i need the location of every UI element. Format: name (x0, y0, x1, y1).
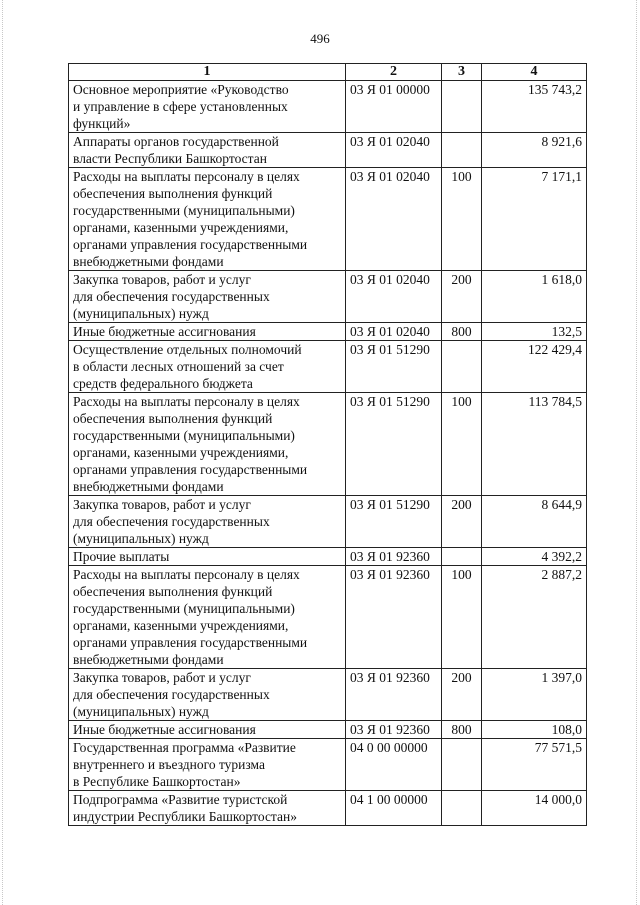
row-name-line: обеспечения выполнения функций (73, 186, 273, 201)
row-type: 200 (442, 496, 482, 548)
table-header-row (69, 64, 587, 81)
row-type (442, 341, 482, 393)
row-name-line: Расходы на выплаты персоналу в целях (73, 394, 300, 409)
row-name-line: средств федерального бюджета (73, 376, 253, 391)
row-name-line: Закупка товаров, работ и услуг (73, 670, 251, 685)
table-row (69, 341, 587, 393)
row-name (69, 393, 346, 496)
row-name-line: Иные бюджетные ассигнования (73, 722, 256, 737)
table-row (69, 669, 587, 721)
row-type (442, 791, 482, 826)
row-name-line: Расходы на выплаты персоналу в целях (73, 169, 300, 184)
row-code: 04 0 00 00000 (346, 739, 442, 791)
row-amount: 135 743,2 (482, 81, 587, 133)
row-amount: 122 429,4 (482, 341, 587, 393)
table-row (69, 323, 587, 341)
table-row (69, 791, 587, 826)
header-col-1: 1 (69, 64, 346, 81)
row-name-line: (муниципальных) нужд (73, 704, 209, 719)
row-name-line: государственными (муниципальными) (73, 601, 295, 616)
row-name-line: для обеспечения государственных (73, 289, 270, 304)
row-code: 03 Я 01 02040 (346, 323, 442, 341)
row-name (69, 271, 346, 323)
row-type (442, 81, 482, 133)
row-name-line: государственными (муниципальными) (73, 428, 295, 443)
row-amount: 1 397,0 (482, 669, 587, 721)
row-name-line: Иные бюджетные ассигнования (73, 324, 256, 339)
row-name-line: государственными (муниципальными) (73, 203, 295, 218)
row-code: 03 Я 01 02040 (346, 168, 442, 271)
row-amount: 2 887,2 (482, 566, 587, 669)
scan-edge-right (636, 0, 637, 905)
row-name (69, 496, 346, 548)
row-name-line: обеспечения выполнения функций (73, 584, 273, 599)
row-name-line: в области лесных отношений за счет (73, 359, 284, 374)
row-amount: 8 644,9 (482, 496, 587, 548)
row-name-line: Основное мероприятие «Руководство (73, 82, 289, 97)
row-amount: 8 921,6 (482, 133, 587, 168)
row-type: 200 (442, 669, 482, 721)
row-type: 200 (442, 271, 482, 323)
budget-table (68, 63, 587, 826)
header-col-4: 4 (482, 64, 587, 81)
row-name-line: органами управления государственными (73, 462, 308, 477)
row-amount: 14 000,0 (482, 791, 587, 826)
row-code: 03 Я 01 02040 (346, 133, 442, 168)
row-name (69, 669, 346, 721)
row-name-line: Осуществление отдельных полномочий (73, 342, 302, 357)
row-name-line: (муниципальных) нужд (73, 531, 209, 546)
row-name-line: Закупка товаров, работ и услуг (73, 497, 251, 512)
row-amount: 108,0 (482, 721, 587, 739)
table-row (69, 496, 587, 548)
table-row (69, 133, 587, 168)
row-code: 03 Я 01 92360 (346, 669, 442, 721)
row-amount: 4 392,2 (482, 548, 587, 566)
row-code: 04 1 00 00000 (346, 791, 442, 826)
row-code: 03 Я 01 51290 (346, 393, 442, 496)
table-row (69, 393, 587, 496)
row-name-line: Государственная программа «Развитие (73, 740, 296, 755)
row-name (69, 168, 346, 271)
row-type: 100 (442, 393, 482, 496)
row-name (69, 548, 346, 566)
row-name-line: для обеспечения государственных (73, 687, 270, 702)
row-name-line: внебюджетными фондами (73, 254, 224, 269)
row-type: 100 (442, 566, 482, 669)
row-amount: 132,5 (482, 323, 587, 341)
row-amount: 7 171,1 (482, 168, 587, 271)
row-name-line: Прочие выплаты (73, 549, 170, 564)
row-code: 03 Я 01 51290 (346, 341, 442, 393)
row-name-line: функций» (73, 116, 131, 131)
row-name-line: органами управления государственными (73, 237, 308, 252)
table-row (69, 168, 587, 271)
row-type (442, 548, 482, 566)
row-amount: 77 571,5 (482, 739, 587, 791)
row-code: 03 Я 01 92360 (346, 721, 442, 739)
row-name (69, 323, 346, 341)
page-number: 496 (310, 31, 330, 46)
row-name (69, 566, 346, 669)
row-code: 03 Я 01 92360 (346, 548, 442, 566)
row-type: 800 (442, 323, 482, 341)
row-type: 800 (442, 721, 482, 739)
table-row (69, 271, 587, 323)
row-name-line: Подпрограмма «Развитие туристской (73, 792, 288, 807)
table-row (69, 721, 587, 739)
row-name (69, 721, 346, 739)
row-name-line: в Республике Башкортостан» (73, 774, 241, 789)
header-col-3: 3 (442, 64, 482, 81)
row-name-line: и управление в сфере установленных (73, 99, 288, 114)
table-row (69, 81, 587, 133)
row-name-line: обеспечения выполнения функций (73, 411, 273, 426)
row-code: 03 Я 01 51290 (346, 496, 442, 548)
row-name-line: внебюджетными фондами (73, 652, 224, 667)
row-amount: 1 618,0 (482, 271, 587, 323)
row-name (69, 739, 346, 791)
row-name-line: индустрии Республики Башкортостан» (73, 809, 297, 824)
row-code: 03 Я 01 92360 (346, 566, 442, 669)
row-name-line: Закупка товаров, работ и услуг (73, 272, 251, 287)
row-name-line: внебюджетными фондами (73, 479, 224, 494)
row-name (69, 133, 346, 168)
row-name-line: органами, казенными учреждениями, (73, 445, 289, 460)
table-row (69, 548, 587, 566)
row-code: 03 Я 01 02040 (346, 271, 442, 323)
row-name (69, 81, 346, 133)
scan-edge-left (2, 0, 3, 905)
row-name-line: органами управления государственными (73, 635, 308, 650)
header-col-2: 2 (346, 64, 442, 81)
row-name-line: власти Республики Башкортостан (73, 151, 267, 166)
row-name-line: Расходы на выплаты персоналу в целях (73, 567, 300, 582)
table-row (69, 566, 587, 669)
row-name-line: органами, казенными учреждениями, (73, 618, 289, 633)
table-row (69, 739, 587, 791)
row-name-line: внутреннего и въездного туризма (73, 757, 265, 772)
row-name (69, 341, 346, 393)
row-code: 03 Я 01 00000 (346, 81, 442, 133)
row-amount: 113 784,5 (482, 393, 587, 496)
row-name-line: органами, казенными учреждениями, (73, 220, 289, 235)
row-name (69, 791, 346, 826)
row-type: 100 (442, 168, 482, 271)
row-name-line: для обеспечения государственных (73, 514, 270, 529)
row-name-line: Аппараты органов государственной (73, 134, 279, 149)
row-type (442, 133, 482, 168)
row-name-line: (муниципальных) нужд (73, 306, 209, 321)
row-type (442, 739, 482, 791)
